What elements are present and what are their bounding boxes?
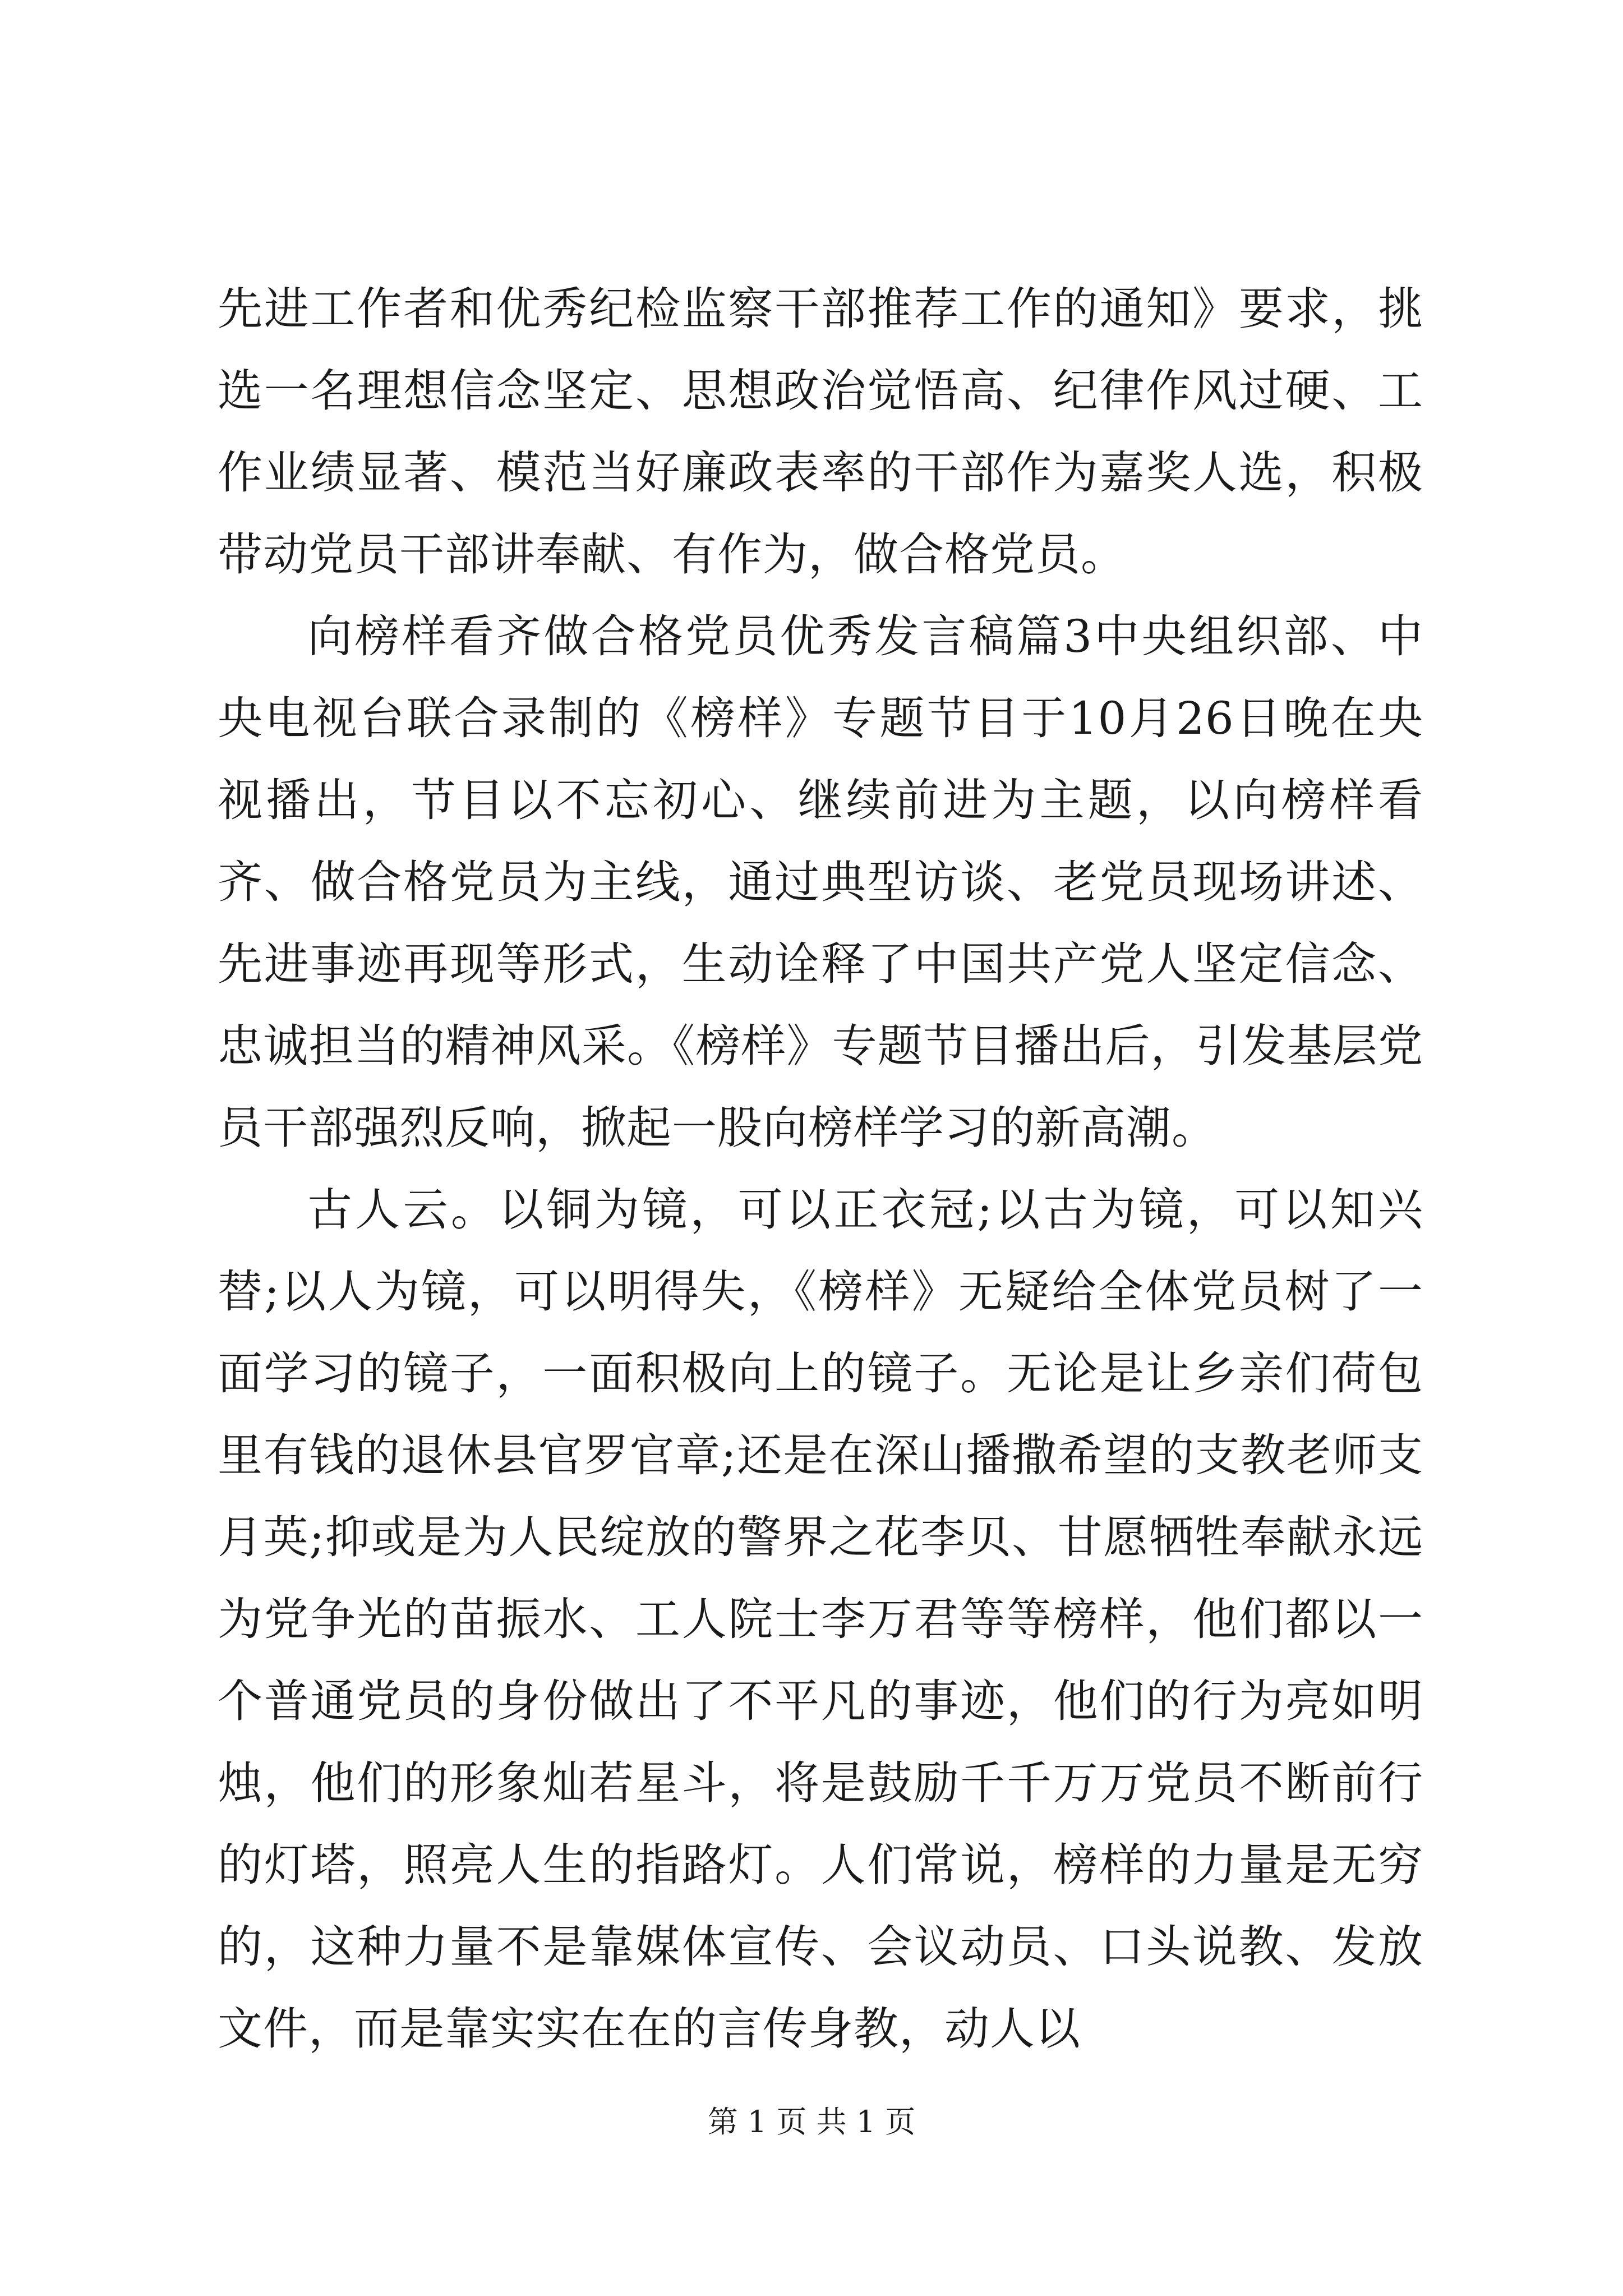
- paragraph-2: 向榜样看齐做合格党员优秀发言稿篇3中央组织部、中央电视台联合录制的《榜样》专题节目于10月26日晚在央视播出，节目以不忘初心、继续前进为主题，以向榜样看齐、做合格党员为主线，通过典型访谈、老党员现场讲述、先进事迹再现等形式，生动诠释了中国共产党人坚定信念、忠诚担当的精神风采。《榜样》专题节目播出后，引发基层党员干部强烈反响，掀起一股向榜样学习的新高潮。: [218, 610, 1423, 1154]
- document-body: [218, 268, 1423, 2070]
- paragraph-3: 古人云。以铜为镜，可以正衣冠;以古为镜，可以知兴替;以人为镜，可以明得失，《榜样》无疑给全体党员树了一面学习的镜子，一面积极向上的镜子。无论是让乡亲们荷包里有钱的退休县官罗官章;还是在深山播撒希望的支教老师支月英;抑或是为人民绽放的警界之花李贝、甘愿牺牲奉献永远为党争光的苗振水、工人院士李万君等等榜样，他们都以一个普通党员的身份做出了不平凡的事迹，他们的行为亮如明烛，他们的形象灿若星斗，将是鼓励千千万万党员不断前行的灯塔，照亮人生的指路灯。人们常说，榜样的力量是无穷的，这种力量不是靠媒体宣传、会议动员、口头说教、发放文件，而是靠实实在在的言传身教，动人以: [218, 1184, 1423, 2055]
- paragraph-1: 先进工作者和优秀纪检监察干部推荐工作的通知》要求，挑选一名理想信念坚定、思想政治觉悟高、纪律作风过硬、工作业绩显著、模范当好廉政表率的干部作为嘉奖人选，积极带动党员干部讲奉献、有作为，做合格党员。: [218, 283, 1423, 581]
- page-footer: 第 1 页 共 1 页: [707, 2104, 916, 2139]
